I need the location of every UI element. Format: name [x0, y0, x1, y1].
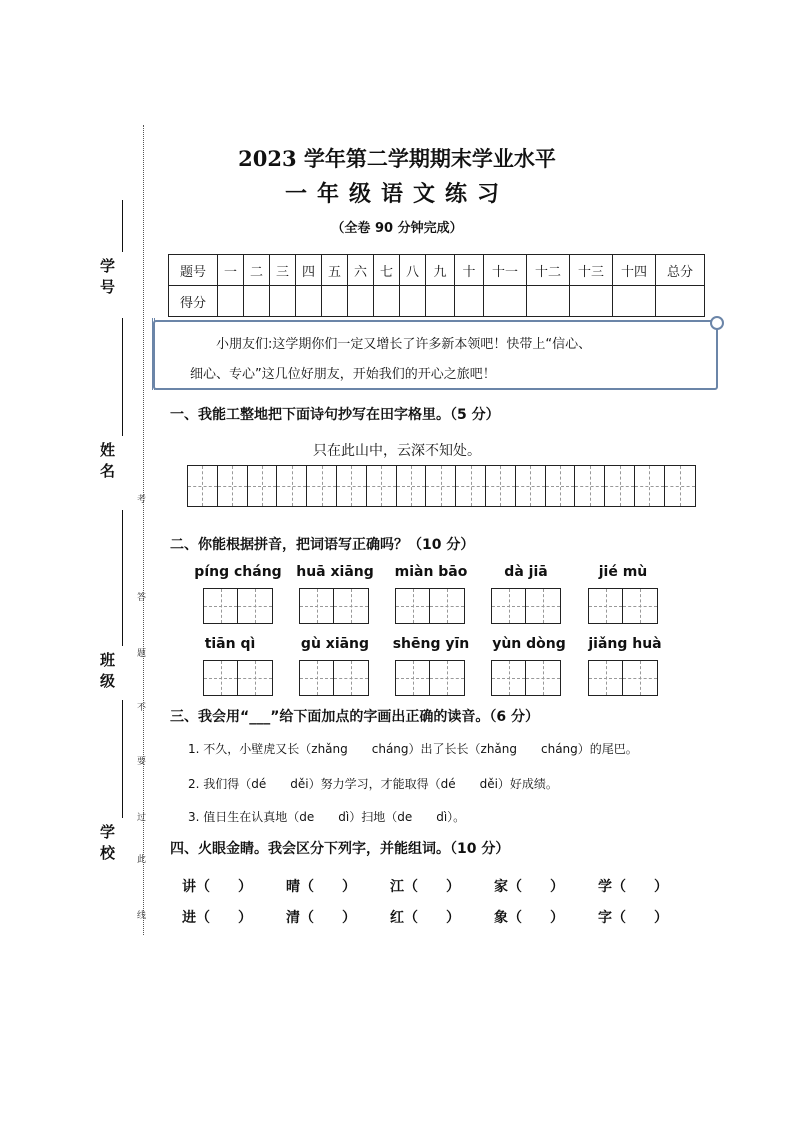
word-box[interactable]	[588, 660, 658, 696]
score-cell[interactable]	[527, 286, 570, 317]
score-table	[168, 254, 705, 317]
grid-cell[interactable]	[277, 466, 307, 506]
score-table-header-row	[169, 255, 705, 286]
score-header-cell: 三	[270, 255, 296, 286]
word-pair-item: 进（ ）	[182, 910, 252, 926]
score-header-cell: 八	[400, 255, 426, 286]
grid-cell[interactable]	[516, 466, 546, 506]
name-label: 姓名	[98, 442, 116, 484]
scroll-curl-right	[710, 316, 724, 330]
grid-cell[interactable]	[188, 466, 218, 506]
pinyin-label: yùn dòng	[492, 636, 566, 652]
score-header-cell: 一	[218, 255, 244, 286]
grid-cell[interactable]	[367, 466, 397, 506]
score-cell[interactable]	[400, 286, 426, 317]
word-pair-item: 学（ ）	[598, 879, 668, 895]
score-header-cell: 五	[322, 255, 348, 286]
intro-text	[190, 330, 710, 390]
score-cell[interactable]	[296, 286, 322, 317]
score-header-cell: 七	[374, 255, 400, 286]
seal-char: 答	[137, 593, 147, 603]
intro-line: 细心、专心”这几位好朋友，开始我们的开心之旅吧！	[190, 367, 496, 382]
exam-subtitle: 一年级语文练习	[284, 181, 509, 207]
word-box[interactable]	[491, 660, 561, 696]
pronunciation-item: 2. 我们得（dé děi）努力学习，才能取得（dé děi）好成绩。	[188, 777, 558, 791]
word-pair-item: 红（ ）	[390, 910, 460, 926]
student-id-label: 学号	[98, 258, 116, 300]
word-box[interactable]	[395, 588, 465, 624]
grid-cell[interactable]	[456, 466, 486, 506]
score-header-cell: 十一	[484, 255, 527, 286]
section1-heading: 一、我能工整地把下面诗句抄写在田字格里。（5 分）	[170, 407, 500, 423]
seal-char: 线	[137, 911, 147, 921]
grid-cell[interactable]	[248, 466, 278, 506]
seal-char: 考	[137, 495, 147, 505]
word-pair-item: 晴（ ）	[286, 879, 356, 895]
section4-heading: 四、火眼金睛。我会区分下列字，并能组词。（10 分）	[170, 841, 510, 857]
pinyin-label: tiān qì	[204, 636, 256, 652]
pronunciation-item: 1. 不久，小壁虎又长（zhǎng cháng）出了长长（zhǎng cháng）的尾巴。	[188, 742, 638, 756]
word-box[interactable]	[395, 660, 465, 696]
school-blank[interactable]	[122, 700, 123, 818]
score-header-cell: 十	[455, 255, 484, 286]
word-box[interactable]	[299, 588, 369, 624]
score-cell[interactable]	[270, 286, 296, 317]
score-header-cell: 四	[296, 255, 322, 286]
grid-cell[interactable]	[218, 466, 248, 506]
grid-cell[interactable]	[337, 466, 367, 506]
seal-char: 不	[137, 703, 147, 713]
score-header-cell: 六	[348, 255, 374, 286]
score-cell[interactable]	[656, 286, 705, 317]
pinyin-label: jié mù	[598, 564, 648, 580]
score-header-cell: 九	[426, 255, 455, 286]
seal-char: 题	[137, 649, 147, 659]
word-box[interactable]	[491, 588, 561, 624]
word-box[interactable]	[203, 588, 273, 624]
poem-line: 只在此山中，云深不知处。	[313, 443, 481, 459]
grid-cell[interactable]	[397, 466, 427, 506]
class-label: 班级	[98, 652, 116, 694]
word-pair-item: 象（ ）	[494, 910, 564, 926]
score-cell[interactable]	[244, 286, 270, 317]
score-cell[interactable]	[455, 286, 484, 317]
score-header-cell: 十三	[570, 255, 613, 286]
score-table-score-row	[169, 286, 705, 317]
scroll-curl-left	[152, 318, 161, 390]
score-header-cell: 总分	[656, 255, 705, 286]
section3-heading: 三、我会用“___”给下面加点的字画出正确的读音。（6 分）	[170, 709, 540, 725]
word-pair-item: 讲（ ）	[182, 879, 252, 895]
score-cell[interactable]	[348, 286, 374, 317]
pinyin-label: miàn bāo	[394, 564, 468, 580]
score-cell[interactable]	[613, 286, 656, 317]
word-box[interactable]	[203, 660, 273, 696]
grid-cell[interactable]	[426, 466, 456, 506]
grid-cell[interactable]	[605, 466, 635, 506]
word-box[interactable]	[299, 660, 369, 696]
seal-char: 要	[137, 757, 147, 767]
grid-cell[interactable]	[546, 466, 576, 506]
school-label: 学校	[98, 824, 116, 866]
score-cell[interactable]	[484, 286, 527, 317]
word-pair-item: 家（ ）	[494, 879, 564, 895]
score-header-cell: 十二	[527, 255, 570, 286]
grid-cell[interactable]	[486, 466, 516, 506]
score-header-cell: 题号	[169, 255, 218, 286]
grid-cell[interactable]	[307, 466, 337, 506]
score-cell[interactable]	[374, 286, 400, 317]
grid-cell[interactable]	[635, 466, 665, 506]
word-pair-item: 字（ ）	[598, 910, 668, 926]
score-row-label: 得分	[169, 286, 218, 317]
score-cell[interactable]	[218, 286, 244, 317]
word-box[interactable]	[588, 588, 658, 624]
score-cell[interactable]	[426, 286, 455, 317]
pinyin-label: huā xiāng	[296, 564, 374, 580]
pinyin-label: píng cháng	[194, 564, 282, 580]
exam-duration: （全卷 90 分钟完成）	[331, 221, 463, 236]
word-pair-item: 清（ ）	[286, 910, 356, 926]
pinyin-label: dà jiā	[504, 564, 548, 580]
score-header-cell: 十四	[613, 255, 656, 286]
exam-title: 2023 学年第二学期期末学业水平	[238, 146, 556, 171]
section2-heading: 二、你能根据拼音，把词语写正确吗？（10 分）	[170, 537, 475, 553]
pronunciation-item: 3. 值日生在认真地（de dì）扫地（de dì）。	[188, 810, 466, 824]
grid-cell[interactable]	[575, 466, 605, 506]
intro-line: 小朋友们:这学期你们一定又增长了许多新本领吧！快带上“信心、	[216, 337, 592, 352]
copy-grid[interactable]	[187, 465, 696, 507]
score-cell[interactable]	[570, 286, 613, 317]
score-cell[interactable]	[322, 286, 348, 317]
pinyin-label: gù xiāng	[300, 636, 370, 652]
seal-char: 过	[137, 813, 147, 823]
pinyin-label: shēng yīn	[392, 636, 470, 652]
pinyin-label: jiǎng huà	[588, 636, 662, 652]
class-blank[interactable]	[122, 510, 123, 646]
seal-char: 此	[137, 855, 147, 865]
word-pair-item: 江（ ）	[390, 879, 460, 895]
grid-cell[interactable]	[665, 466, 695, 506]
name-blank[interactable]	[122, 318, 123, 436]
score-header-cell: 二	[244, 255, 270, 286]
